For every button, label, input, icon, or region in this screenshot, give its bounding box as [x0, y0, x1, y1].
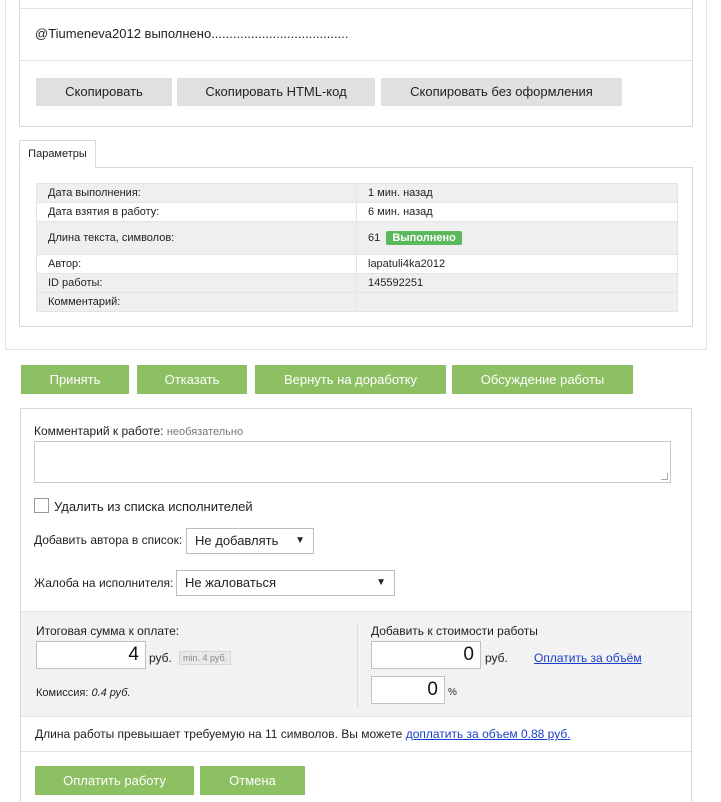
percent-sign: % — [448, 687, 457, 698]
param-value-cell — [357, 222, 678, 255]
param-label: Комментарий: — [37, 293, 357, 312]
table-row — [37, 222, 678, 255]
add-author-selected: Не добавлять — [195, 533, 279, 548]
commission-label: Комиссия: — [36, 687, 89, 699]
param-label: Дата выполнения: — [37, 184, 357, 203]
param-value — [357, 293, 678, 312]
comment-textarea[interactable] — [34, 441, 671, 483]
min-sum-hint: min. 4 руб. — [179, 651, 231, 665]
add-to-cost-label: Добавить к стоимости работы — [371, 624, 538, 638]
length-notice — [35, 727, 571, 741]
work-message-text: @Tiumeneva2012 выполнено...................................... — [35, 26, 349, 41]
table-row — [37, 184, 678, 203]
pay-by-volume-link[interactable]: Оплатить за объём — [534, 651, 642, 665]
total-currency: руб. — [149, 651, 172, 665]
length-notice-text: Длина работы превышает требуемую на 11 символов. Вы можете — [35, 727, 406, 741]
tab-parameters[interactable]: Параметры — [19, 140, 96, 168]
comment-label-row — [34, 424, 243, 438]
copy-html-button[interactable]: Скопировать HTML-код — [177, 78, 375, 106]
add-to-cost-input[interactable]: 0 — [371, 641, 481, 669]
param-label: Длина текста, символов: — [37, 222, 357, 255]
parameters-panel — [19, 167, 693, 327]
dropdown-arrow-icon: ▼ — [295, 535, 305, 546]
param-value: 1 мин. назад — [357, 184, 678, 203]
cancel-button[interactable]: Отмена — [200, 766, 305, 795]
pay-work-button[interactable]: Оплатить работу — [35, 766, 194, 795]
return-for-revision-button[interactable]: Вернуть на доработку — [255, 365, 446, 394]
discuss-work-button[interactable]: Обсуждение работы — [452, 365, 633, 394]
total-sum-input[interactable]: 4 — [36, 641, 146, 669]
table-row — [37, 203, 678, 222]
add-author-select[interactable] — [186, 528, 314, 554]
commission-row — [36, 687, 131, 699]
payment-divider — [357, 624, 358, 708]
dropdown-arrow-icon: ▼ — [376, 577, 386, 588]
payment-section — [21, 611, 691, 717]
param-value: lapatuli4ka2012 — [357, 255, 678, 274]
parameters-table — [36, 183, 678, 312]
extra-pay-link[interactable]: доплатить за объем 0.88 руб. — [405, 727, 571, 741]
param-label: Дата взятия в работу: — [37, 203, 357, 222]
add-author-label: Добавить автора в список: — [34, 533, 183, 547]
complaint-selected: Не жаловаться — [185, 575, 277, 590]
form-divider — [21, 751, 691, 752]
complaint-select[interactable] — [176, 570, 395, 596]
status-badge: Выполнено — [386, 231, 462, 245]
reject-button[interactable]: Отказать — [137, 365, 247, 394]
param-value: 6 мин. назад — [357, 203, 678, 222]
accept-form-panel — [20, 408, 692, 802]
param-value: 145592251 — [357, 274, 678, 293]
comment-label: Комментарий к работе: — [34, 424, 164, 438]
table-row — [37, 274, 678, 293]
copy-button[interactable]: Скопировать — [36, 78, 172, 106]
commission-value: 0.4 руб. — [91, 687, 131, 699]
add-currency: руб. — [485, 651, 508, 665]
copy-plain-button[interactable]: Скопировать без оформления — [381, 78, 622, 106]
percent-input[interactable]: 0 — [371, 676, 445, 704]
outer-border-left — [5, 0, 6, 350]
work-message-row — [20, 8, 692, 61]
section-divider — [5, 349, 707, 350]
total-sum-label: Итоговая сумма к оплате: — [36, 624, 180, 638]
comment-hint: необязательно — [166, 426, 244, 438]
param-value: 61 — [368, 232, 381, 244]
param-label: Автор: — [37, 255, 357, 274]
work-result-panel — [19, 0, 693, 127]
table-row — [37, 255, 678, 274]
param-label: ID работы: — [37, 274, 357, 293]
remove-from-list-label[interactable]: Удалить из списка исполнителей — [54, 499, 253, 514]
complaint-label: Жалоба на исполнителя: — [34, 576, 174, 590]
remove-from-list-checkbox[interactable] — [34, 498, 49, 513]
outer-border-right — [706, 0, 707, 350]
table-row — [37, 293, 678, 312]
accept-button[interactable]: Принять — [21, 365, 129, 394]
